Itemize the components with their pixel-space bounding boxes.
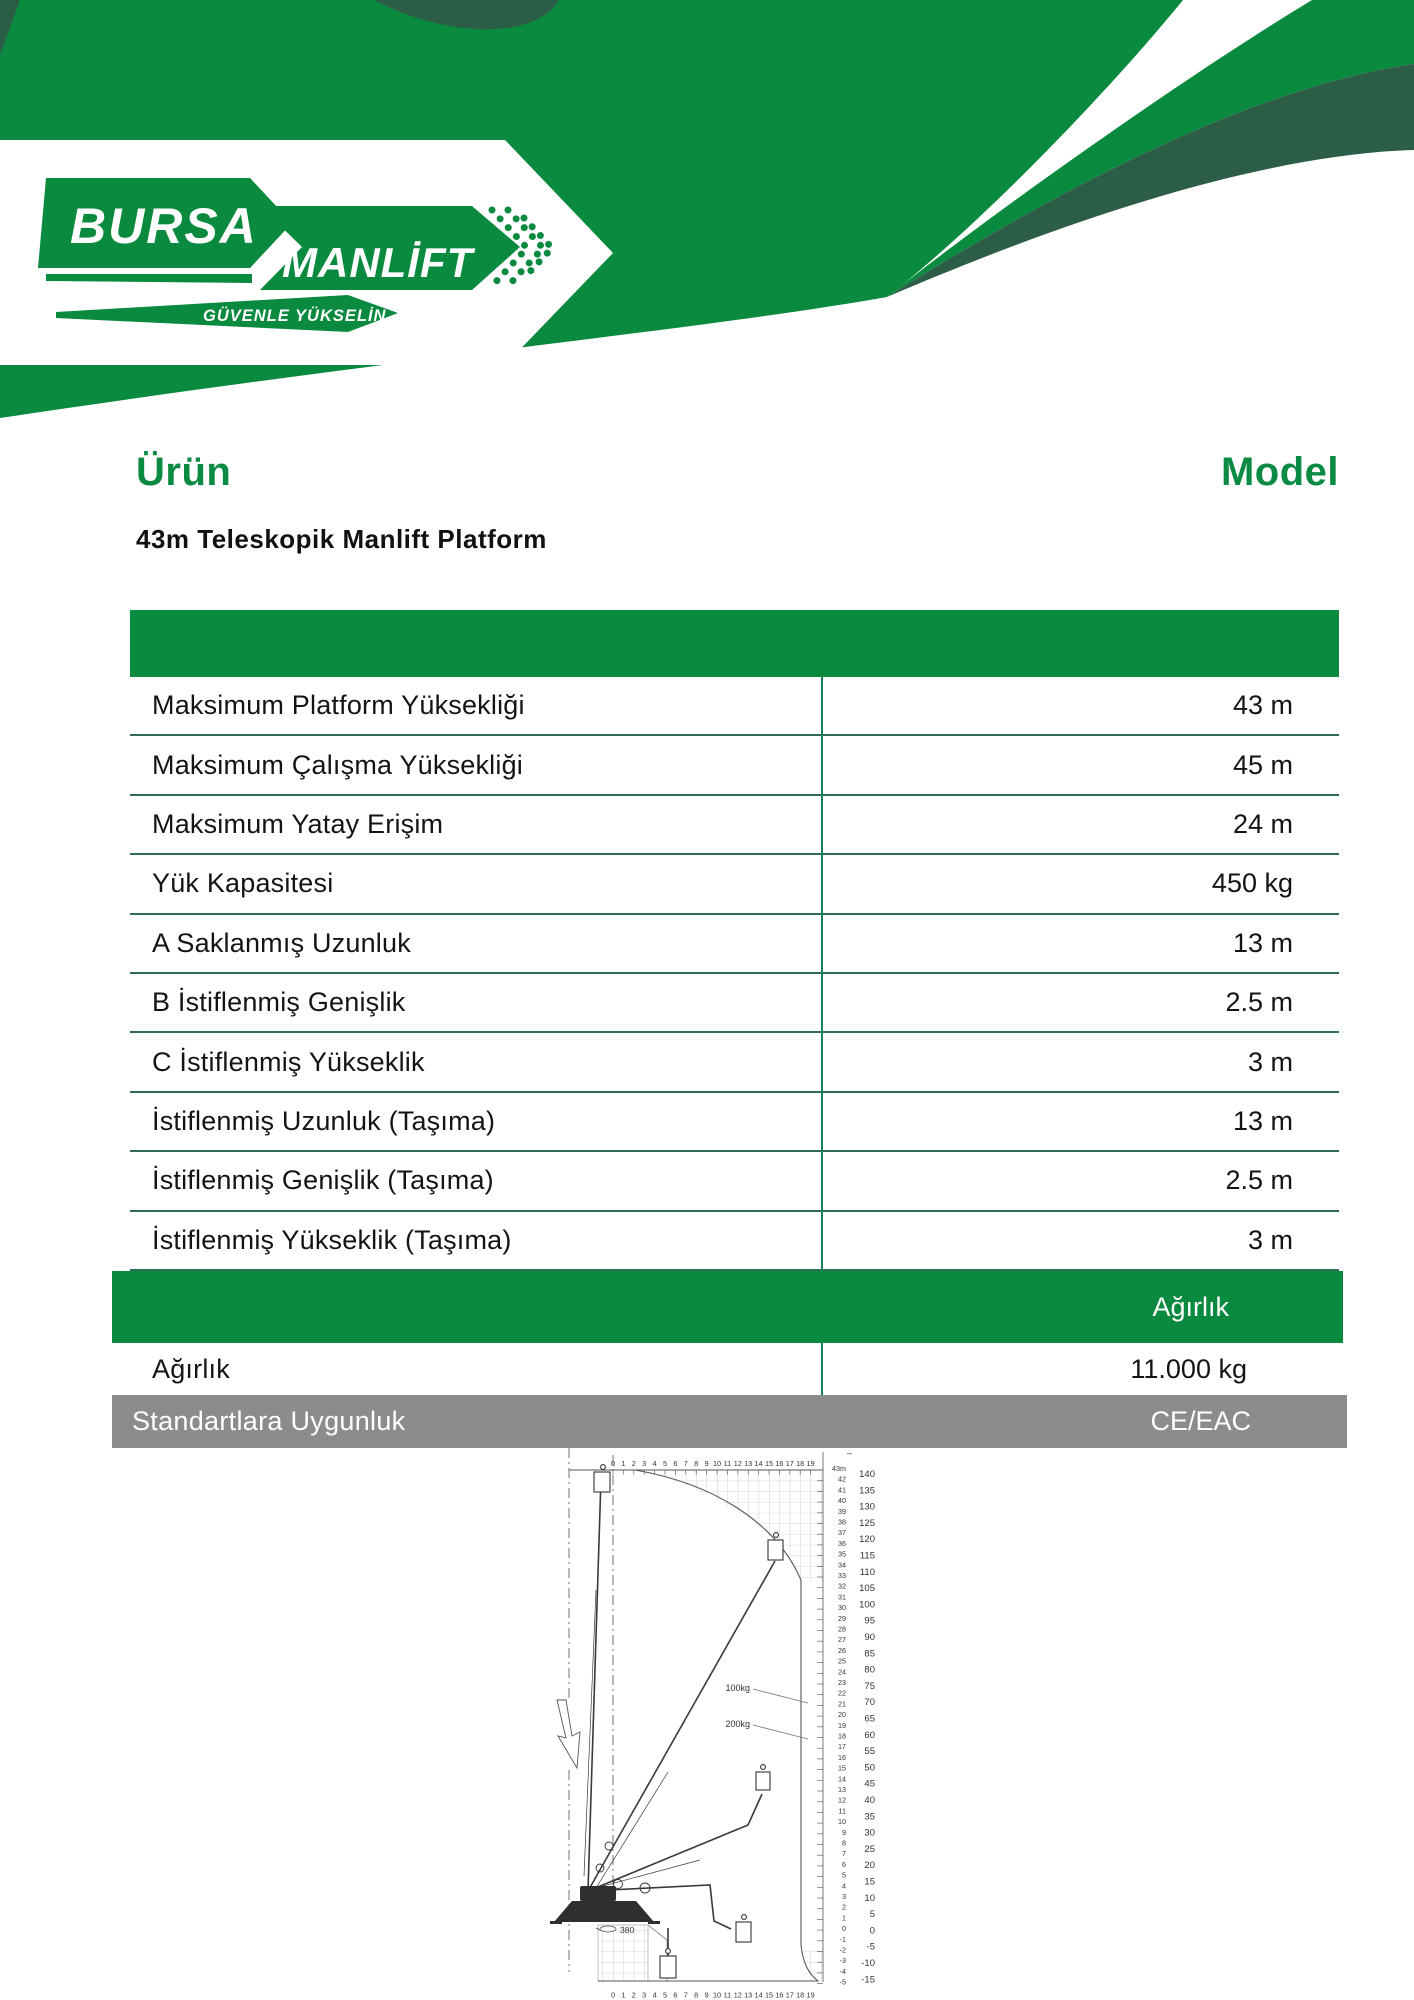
spec-value: 3 m [1247, 1224, 1293, 1255]
working-envelope-diagram [540, 1446, 880, 2000]
axis-tick-label: 80 [864, 1664, 875, 1676]
axis-tick-label: 22 [838, 1688, 846, 1698]
axis-tick-label: 15 [838, 1763, 846, 1773]
spec-label: B İstiflenmiş Genişlik [152, 987, 406, 1018]
axis-tick-label: 9 [704, 1459, 709, 1468]
axis-tick-label: 110 [859, 1566, 875, 1578]
axis-tick-label: 23 [838, 1678, 846, 1687]
weight-label: Ağırlık [152, 1353, 230, 1384]
product-name: 43m Teleskopik Manlift Platform [136, 524, 547, 554]
axis-tick-label: 4 [652, 1459, 657, 1468]
axis-tick-label: 13 [838, 1785, 846, 1794]
spec-table-header-bar [130, 610, 1339, 677]
axis-tick-label: 11 [838, 1806, 846, 1816]
axis-tick-label: 125 [859, 1517, 875, 1529]
axis-tick-label: 19 [838, 1720, 846, 1730]
axis-tick-label: 6 [673, 1990, 678, 2000]
axis-tick-label: 28 [838, 1624, 846, 1634]
spec-row [130, 796, 1339, 855]
top-axis-labels [611, 1459, 815, 1468]
axis-tick-label: 10 [838, 1817, 846, 1827]
axis-tick-label: -10 [861, 1958, 875, 1969]
header-banner [0, 0, 1414, 420]
platform-baskets [594, 1465, 783, 1978]
spec-table-rows [130, 677, 1339, 1271]
brand-tagline: GÜVENLE YÜKSELİN [203, 307, 387, 325]
axis-tick-label: 135 [859, 1485, 875, 1497]
axis-tick-label: 12 [838, 1795, 846, 1805]
axis-tick-label: 16 [838, 1752, 846, 1762]
axis-tick-label: 14 [754, 1459, 763, 1468]
boom-positions [588, 1478, 775, 1958]
axis-tick-label: 35 [864, 1811, 875, 1823]
spec-row [130, 915, 1339, 974]
weight-row [130, 1343, 1339, 1395]
axis-tick-label: 4 [652, 1990, 657, 2000]
spec-label: Yük Kapasitesi [152, 868, 334, 899]
column-divider [821, 1343, 823, 1395]
spec-table [130, 610, 1339, 1271]
axis-tick-label: -2 [839, 1945, 846, 1955]
axis-tick-label: 6 [842, 1859, 846, 1869]
axis-tick-label: 18 [838, 1731, 846, 1741]
axis-tick-label: 33 [838, 1571, 846, 1580]
axis-tick-label: 105 [859, 1583, 875, 1595]
fold-arrow-icon [557, 1700, 580, 1768]
axis-tick-label: 43m [832, 1464, 846, 1473]
axis-tick-label: 15 [864, 1876, 875, 1888]
boom-cylinders [584, 1590, 700, 1889]
axis-tick-label: 17 [785, 1459, 794, 1468]
axis-tick-label: 20 [864, 1860, 875, 1872]
axis-tick-label: -4 [839, 1966, 846, 1976]
spec-row [130, 1212, 1339, 1271]
axis-tick-label: 60 [864, 1729, 875, 1741]
axis-tick-label: 3 [642, 1990, 647, 2000]
axis-tick-label: 15 [764, 1990, 774, 2000]
axis-tick-label: 5 [842, 1870, 846, 1880]
axis-tick-label: 0 [610, 1990, 616, 2000]
axis-tick-label: 0 [869, 1925, 875, 1937]
axis-tick-label: -5 [839, 1977, 846, 1987]
grid-top-right [635, 1470, 823, 1580]
truck-base [550, 1886, 660, 1924]
spec-row [130, 1093, 1339, 1152]
axis-tick-label: 50 [864, 1762, 875, 1774]
axis-tick-label: 1 [842, 1913, 846, 1923]
axis-tick-label: 32 [838, 1581, 846, 1591]
brand-word-bursa: BURSA [70, 198, 258, 254]
axis-tick-label: 20 [838, 1710, 846, 1720]
spec-label: Maksimum Çalışma Yüksekliği [152, 749, 523, 780]
weight-value: 11.000 kg [1130, 1353, 1247, 1384]
axis-tick-label: 11 [723, 1990, 732, 2000]
axis-tick-label: 8 [694, 1459, 699, 1468]
spec-row [130, 855, 1339, 914]
axis-tick-label: 17 [785, 1990, 794, 2000]
spec-value: 45 m [1232, 749, 1293, 780]
axis-tick-label: 1 [621, 1990, 626, 2000]
axis-tick-label: 29 [838, 1613, 846, 1623]
compliance-row [112, 1395, 1347, 1448]
spec-value: 3 m [1247, 1046, 1293, 1077]
axis-tick-label: 41 [838, 1485, 846, 1495]
axis-tick-label: 4 [842, 1881, 846, 1891]
axis-tick-label: 115 [859, 1550, 875, 1562]
axis-tick-label: 2 [842, 1902, 846, 1912]
axis-tick-label: 140 [859, 1469, 875, 1480]
axis-tick-label: 15 [764, 1459, 774, 1468]
axis-tick-label: 39 [838, 1506, 846, 1516]
weight-section-label: Ağırlık [1152, 1291, 1229, 1322]
axis-tick-label: 9 [704, 1990, 709, 2000]
axis-tick-label: 3 [842, 1892, 846, 1901]
axis-tick-label: 14 [754, 1990, 763, 2000]
axis-tick-label: 38 [838, 1517, 846, 1527]
axis-tick-label: 10 [864, 1892, 875, 1904]
axis-tick-label: 30 [864, 1827, 875, 1839]
axis-tick-label: 90 [864, 1632, 875, 1643]
axis-tick-label: 1 [621, 1459, 626, 1468]
height-scale-feet [859, 1469, 875, 1985]
axis-tick-label: 37 [838, 1528, 846, 1538]
spec-value: 43 m [1232, 690, 1293, 721]
spec-value: 2.5 m [1225, 1165, 1293, 1196]
axis-tick-label: 0 [842, 1924, 846, 1934]
spec-value: 24 m [1232, 808, 1293, 839]
axis-tick-label: 14 [838, 1774, 846, 1784]
axis-tick-label: 5 [662, 1990, 668, 2000]
axis-tick-label: 26 [838, 1645, 846, 1655]
axis-tick-label: 85 [864, 1648, 875, 1660]
swing-label: 380 [620, 1925, 635, 1935]
axis-tick-label: 10 [712, 1459, 722, 1468]
axis-tick-label: 2 [631, 1459, 636, 1468]
axis-tick-label: 36 [838, 1538, 846, 1548]
spec-value: 2.5 m [1225, 987, 1293, 1018]
axis-tick-label: 9 [842, 1827, 846, 1837]
compliance-label: Standartlara Uygunluk [132, 1406, 406, 1436]
axis-tick-label: 10 [712, 1990, 722, 2000]
spec-row [130, 677, 1339, 736]
spec-row [130, 1152, 1339, 1211]
spec-label: C İstiflenmiş Yükseklik [152, 1046, 425, 1077]
axis-tick-label: 11 [723, 1459, 732, 1468]
axis-tick-label: -5 [866, 1941, 875, 1953]
height-scale-meters [832, 1464, 846, 1987]
brand-word-manlift: MANLİFT [282, 239, 474, 286]
axis-tick-label: 7 [683, 1990, 688, 2000]
axis-tick-label: -1 [839, 1934, 846, 1944]
axis-tick-label: 0 [610, 1459, 616, 1468]
axis-tick-label: 17 [838, 1742, 846, 1752]
axis-tick-label: 6 [673, 1459, 678, 1468]
axis-tick-label: 75 [864, 1680, 875, 1692]
bottom-axis-labels [611, 1991, 815, 2000]
axis-tick-label: 19 [806, 1459, 815, 1468]
axis-tick-label: 65 [864, 1713, 875, 1725]
axis-tick-label: 16 [775, 1459, 784, 1468]
axis-tick-label: 200kg [725, 1719, 750, 1729]
spec-label: İstiflenmiş Uzunluk (Taşıma) [152, 1105, 496, 1136]
axis-tick-label: 27 [838, 1635, 846, 1645]
axis-tick-label: 5 [662, 1459, 668, 1468]
spec-value: 13 m [1232, 927, 1293, 958]
axis-tick-label: 31 [838, 1592, 846, 1602]
axis-tick-label: 34 [838, 1560, 846, 1570]
axis-tick-label: 70 [864, 1697, 875, 1709]
axis-tick-label: 19 [806, 1990, 815, 2000]
spec-value: 450 kg [1211, 868, 1293, 899]
axis-tick-label: 120 [859, 1534, 875, 1546]
axis-tick-label: 130 [859, 1501, 875, 1513]
axis-tick-label: 45 [864, 1778, 875, 1790]
spec-label: A Saklanmış Uzunluk [152, 927, 411, 958]
scale-top-mark: – [846, 1448, 852, 1458]
spec-label: Maksimum Yatay Erişim [152, 808, 444, 839]
boom-sheaves [596, 1842, 650, 1893]
axis-tick-label: 12 [733, 1990, 742, 2000]
axis-tick-label: 8 [842, 1838, 846, 1848]
capacity-labels [725, 1683, 750, 1729]
axis-tick-label: 7 [683, 1459, 688, 1468]
axis-tick-label: 13 [744, 1459, 753, 1468]
axis-tick-label: 95 [864, 1615, 875, 1627]
axis-tick-label: 24 [838, 1667, 846, 1677]
axis-tick-label: 100kg [725, 1683, 750, 1693]
axis-tick-label: 40 [838, 1496, 846, 1506]
axis-tick-label: 13 [744, 1990, 753, 2000]
axis-tick-label: 18 [796, 1459, 805, 1468]
axis-tick-label: 2 [631, 1990, 636, 2000]
axis-tick-label: -3 [839, 1956, 846, 1966]
axis-tick-label: 7 [842, 1849, 846, 1859]
axis-tick-label: 16 [775, 1990, 784, 2000]
axis-tick-label: 25 [864, 1843, 875, 1855]
spec-row [130, 736, 1339, 795]
spec-label: İstiflenmiş Genişlik (Taşıma) [152, 1165, 494, 1196]
model-section-label: Model [1220, 450, 1339, 494]
axis-tick-label: -15 [861, 1974, 875, 1986]
spec-row [130, 1033, 1339, 1092]
weight-section-bar [112, 1271, 1343, 1343]
axis-tick-label: 12 [733, 1459, 742, 1468]
axis-tick-label: 21 [838, 1699, 846, 1709]
axis-tick-label: 18 [796, 1990, 805, 2000]
axis-tick-label: 35 [838, 1549, 846, 1559]
axis-tick-label: 42 [838, 1474, 846, 1484]
axis-tick-label: 100 [859, 1599, 875, 1611]
column-divider [821, 677, 823, 1271]
axis-tick-label: 5 [869, 1909, 875, 1921]
spec-value: 13 m [1232, 1105, 1293, 1136]
axis-tick-label: 30 [838, 1603, 846, 1613]
axis-tick-label: 55 [864, 1746, 875, 1758]
axis-tick-label: 8 [694, 1990, 699, 2000]
axis-tick-label: 40 [864, 1795, 875, 1806]
product-section-label: Ürün [136, 450, 232, 494]
spec-label: Maksimum Platform Yüksekliği [152, 690, 525, 721]
axis-tick-label: 25 [838, 1656, 846, 1666]
axis-tick-label: 3 [642, 1459, 647, 1468]
capacity-leader-lines [753, 1689, 808, 1739]
compliance-value: CE/EAC [1150, 1406, 1251, 1436]
spec-label: İstiflenmiş Yükseklik (Taşıma) [152, 1224, 512, 1255]
spec-row [130, 974, 1339, 1033]
